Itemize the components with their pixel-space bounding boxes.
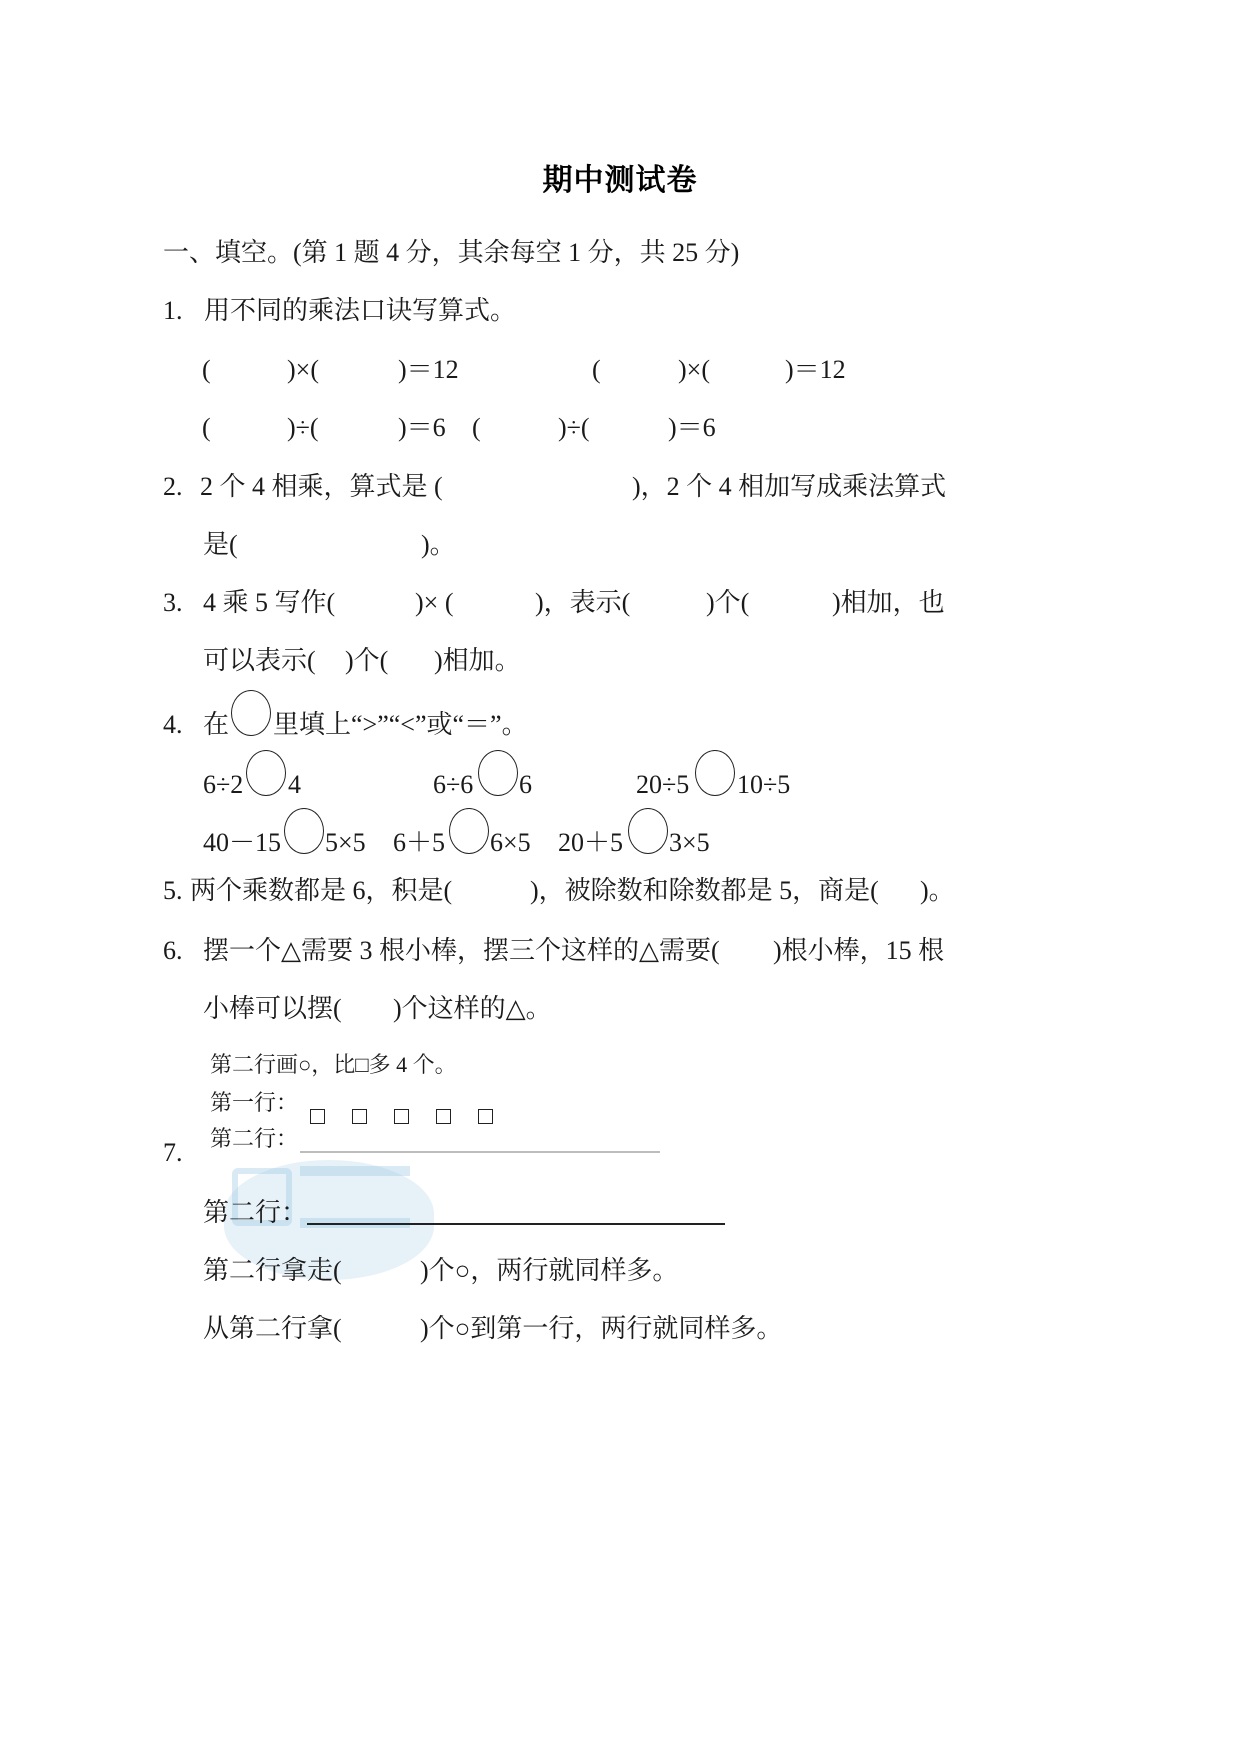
square-icon <box>478 1109 493 1124</box>
q4-item3-right: 10÷5 <box>737 770 791 799</box>
q7-row2-label: 第二行： <box>203 1198 308 1227</box>
q3-d: )个( <box>706 588 750 617</box>
q1-r1a-mid: )×( <box>287 355 319 384</box>
q4-item2-circle[interactable] <box>478 750 518 796</box>
q4-item4-left: 40－15 <box>203 828 282 857</box>
q6-line2b: )个这样的△。 <box>393 994 552 1023</box>
q1-r1b-mid: )×( <box>678 355 710 384</box>
q4-item1-left: 6÷2 <box>203 770 244 799</box>
q6-a: 摆一个△需要 3 根小棒，摆三个这样的△需要( <box>203 936 720 965</box>
q7-s1a: 第二行拿走( <box>203 1256 342 1285</box>
section-heading: 一、填空。(第 1 题 4 分，其余每空 1 分，共 25 分) <box>163 238 740 267</box>
watermark-mark-2 <box>300 1166 410 1228</box>
q4-item4-circle[interactable] <box>284 808 324 854</box>
q5-a: 两个乘数都是 6，积是( <box>190 876 453 905</box>
q4-item4-right: 5×5 <box>325 828 366 857</box>
q4-prompt-b: 里填上“>”“<”或“＝”。 <box>273 710 528 739</box>
q4-item6-left: 20＋5 <box>558 828 624 857</box>
q4-item5-left: 6＋5 <box>393 828 446 857</box>
q5-c: )。 <box>920 876 955 905</box>
q3-line2c: )相加。 <box>434 646 521 675</box>
q1-r2b-end: )＝6 <box>668 413 716 442</box>
q4-item3-circle[interactable] <box>695 750 735 796</box>
q7-row2-answer-line[interactable] <box>307 1223 725 1225</box>
q1-r1a-end: )＝12 <box>398 355 459 384</box>
q4-item6-right: 3×5 <box>669 828 710 857</box>
q4-item1-right: 4 <box>288 770 301 799</box>
q2-part1: 2 个 4 相乘，算式是 ( <box>200 472 443 501</box>
q4-item5-right: 6×5 <box>490 828 531 857</box>
q7-square-row <box>302 1093 520 1127</box>
q7-s2b: )个○到第一行，两行就同样多。 <box>420 1314 783 1343</box>
q6-b: )根小棒，15 根 <box>773 936 945 965</box>
q4-item6-circle[interactable] <box>628 808 668 854</box>
q1-r1b-end: )＝12 <box>785 355 846 384</box>
q2-line2b: )。 <box>421 530 456 559</box>
page-title: 期中测试卷 <box>542 163 698 198</box>
q7-s2a: 从第二行拿( <box>203 1314 342 1343</box>
q4-item2-right: 6 <box>519 770 532 799</box>
q7-number: 7. <box>163 1138 183 1167</box>
q7-s1b: )个○，两行就同样多。 <box>420 1256 679 1285</box>
q1-prompt: 用不同的乘法口诀写算式。 <box>204 296 517 325</box>
q1-r2b-lp: ( <box>472 413 481 442</box>
q6-number: 6. <box>163 936 183 965</box>
q1-r1b-lp: ( <box>592 355 601 384</box>
q4-item3-left: 20÷5 <box>636 770 690 799</box>
q4-item2-left: 6÷6 <box>433 770 474 799</box>
square-icon <box>352 1109 367 1124</box>
q3-line2b: )个( <box>345 646 389 675</box>
q4-prompt-a: 在 <box>203 710 230 739</box>
q7-image-caption: 第二行画○，比□多 4 个。 <box>210 1052 457 1077</box>
q3-line2a: 可以表示( <box>203 646 316 675</box>
q6-line2a: 小棒可以摆( <box>203 994 342 1023</box>
q3-a: 4 乘 5 写作( <box>203 588 336 617</box>
q3-e: )相加，也 <box>832 588 945 617</box>
q4-item5-circle[interactable] <box>449 808 489 854</box>
q2-line2a: 是( <box>203 530 238 559</box>
q2-part2: )，2 个 4 相加写成乘法算式 <box>632 472 947 501</box>
q5-b: )，被除数和除数都是 5，商是( <box>530 876 879 905</box>
square-icon <box>394 1109 409 1124</box>
q4-item1-circle[interactable] <box>246 750 286 796</box>
q7-image-row1-label: 第一行： <box>210 1090 299 1115</box>
q3-c: )，表示( <box>535 588 631 617</box>
q3-number: 3. <box>163 588 183 617</box>
q3-b: )× ( <box>415 588 454 617</box>
comparison-circle-icon <box>231 690 271 736</box>
q1-r2a-end: )＝6 <box>398 413 446 442</box>
q1-r2a-lp: ( <box>202 413 211 442</box>
q1-r2a-mid: )÷( <box>287 413 319 442</box>
q5-number: 5. <box>163 876 183 905</box>
square-icon <box>436 1109 451 1124</box>
square-icon <box>310 1109 325 1124</box>
q1-r2b-mid: )÷( <box>558 413 590 442</box>
q4-number: 4. <box>163 710 183 739</box>
q7-image-row2-label: 第二行： <box>210 1126 299 1151</box>
q2-number: 2. <box>163 472 183 501</box>
q7-image-answer-line <box>300 1151 660 1153</box>
q1-number: 1. <box>163 296 183 325</box>
q1-r1a-lp: ( <box>202 355 211 384</box>
